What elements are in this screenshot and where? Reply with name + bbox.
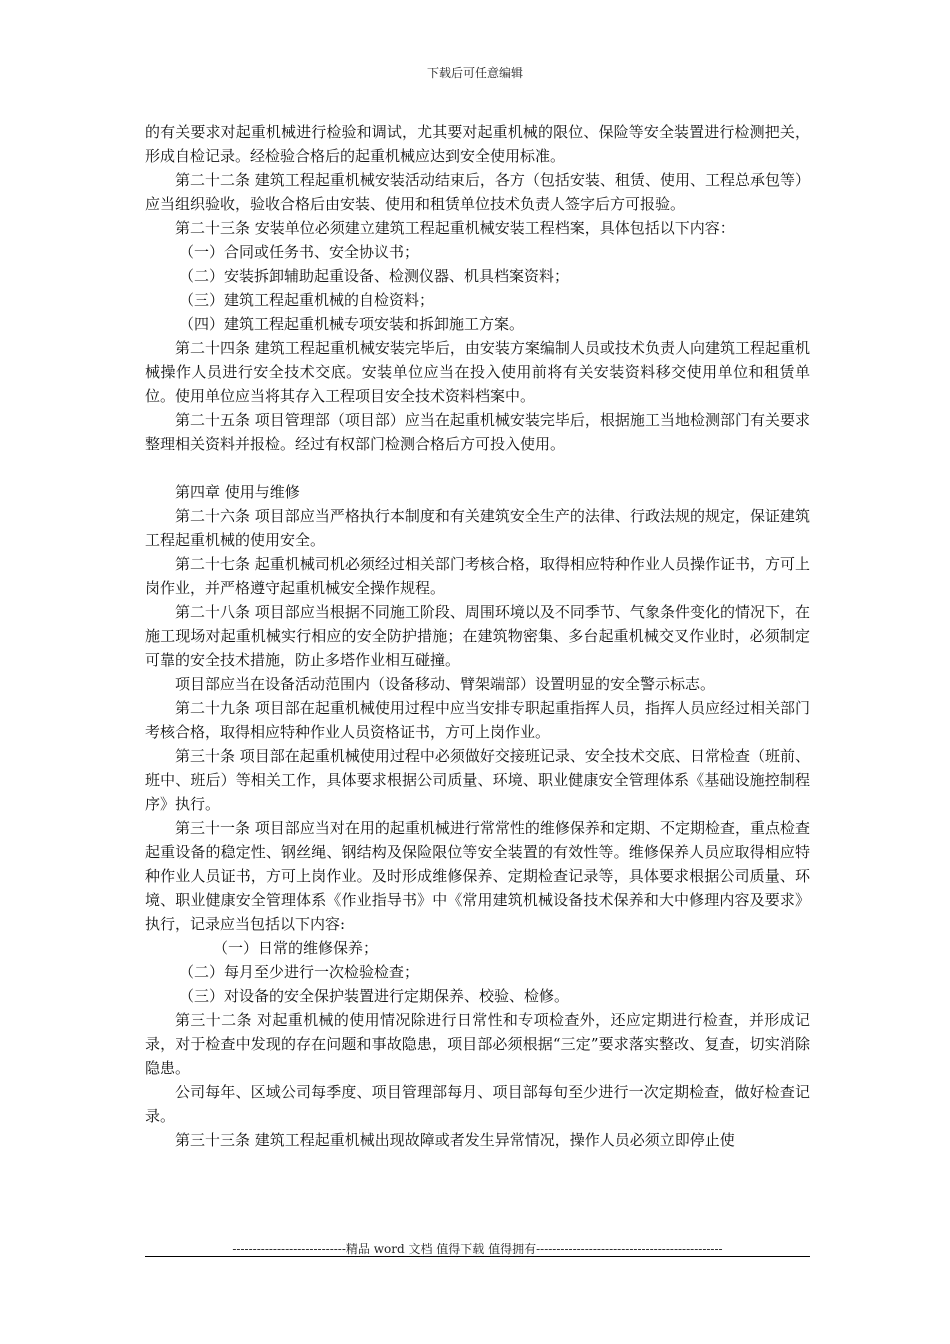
list-item: （四）建筑工程起重机械专项安装和拆卸施工方案。 — [179, 315, 525, 333]
paragraph: 第三十一条 项目部应当对在用的起重机械进行常常性的维修保养和定期、不定期检查，重点检查起重设备的稳定性、钢丝绳、钢结构及保险限位等安全装置的有效性等。维修保养人员应取得相应特种作业人员证书，方可上岗作业。及时形成维修保养、定期检查记录等，具体要求根据公司质量、环境、职业健康安全管理体系《作业指导书》中《常用建筑机械设备技术保养和大中修理内容及要求》执行，记录应当包括以下内容: — [145, 819, 810, 933]
footer-divider — [145, 1256, 810, 1257]
list-item: （三）建筑工程起重机械的自检资料； — [179, 291, 435, 309]
paragraph: 公司每年、区域公司每季度、项目管理部每月、项目部每旬至少进行一次定期检查，做好检查记录。 — [145, 1083, 810, 1125]
paragraph: 第二十六条 项目部应当严格执行本制度和有关建筑安全生产的法律、行政法规的规定，保证建筑工程起重机械的使用安全。 — [145, 507, 810, 549]
paragraph-gap — [145, 456, 810, 480]
paragraph: 项目部应当在设备活动范围内（设备移动、臂架端部）设置明显的安全警示标志。 — [175, 675, 716, 693]
page-header: 下载后可任意编辑 — [426, 66, 523, 80]
list-item: （一）合同或任务书、安全协议书； — [179, 243, 420, 261]
paragraph: 第二十七条 起重机械司机必须经过相关部门考核合格，取得相应特种作业人员操作证书，方可上岗作业，并严格遵守起重机械安全操作规程。 — [145, 555, 810, 597]
list-item: （二）每月至少进行一次检验检查； — [179, 963, 420, 981]
list-item: （一）日常的维修保养； — [213, 939, 379, 957]
document-body — [145, 120, 810, 1152]
list-item: （三）对设备的安全保护装置进行定期保养、校验、检修。 — [179, 987, 570, 1005]
paragraph: 第二十八条 项目部应当根据不同施工阶段、周围环境以及不同季节、气象条件变化的情况下，在施工现场对起重机械实行相应的安全防护措施；在建筑物密集、多台起重机械交叉作业时，必须制定可靠的安全技术措施，防止多塔作业相互碰撞。 — [145, 603, 810, 669]
paragraph: 第二十三条 安装单位必须建立建筑工程起重机械安装工程档案，具体包括以下内容： — [175, 219, 735, 237]
paragraph: 第三十三条 建筑工程起重机械出现故障或者发生异常情况，操作人员必须立即停止使 — [175, 1131, 735, 1149]
paragraph: 第二十二条 建筑工程起重机械安装活动结束后，各方（包括安装、租赁、使用、工程总承包等）应当组织验收，验收合格后由安装、使用和租赁单位技术负责人签字后方可报验。 — [145, 171, 810, 213]
paragraph: 第二十四条 建筑工程起重机械安装完毕后，由安装方案编制人员或技术负责人向建筑工程起重机械操作人员进行安全技术交底。安装单位应当在投入使用前将有关安装资料移交使用单位和租赁单位。使用单位应当将其存入工程项目安全技术资料档案中。 — [145, 339, 810, 405]
paragraph: 的有关要求对起重机械进行检验和调试，尤其要对起重机械的限位、保险等安全装置进行检测把关，形成自检记录。经检验合格后的起重机械应达到安全使用标准。 — [145, 123, 810, 165]
paragraph: 第二十九条 项目部在起重机械使用过程中应当安排专职起重指挥人员，指挥人员应经过相关部门考核合格，取得相应特种作业人员资格证书，方可上岗作业。 — [145, 699, 810, 741]
paragraph: 第三十条 项目部在起重机械使用过程中必须做好交接班记录、安全技术交底、日常检查（班前、班中、班后）等相关工作，具体要求根据公司质量、环境、职业健康安全管理体系《基础设施控制程序》执行。 — [145, 747, 810, 813]
paragraph: 第四章 使用与维修 — [175, 483, 300, 501]
paragraph: 第三十二条 对起重机械的使用情况除进行日常性和专项检查外，还应定期进行检查，并形成记录，对于检查中发现的存在问题和事故隐患，项目部必须根据“三定”要求落实整改、复查，切实消除隐患。 — [145, 1011, 810, 1077]
list-item: （二）安装拆卸辅助起重设备、检测仪器、机具档案资料； — [179, 267, 570, 285]
page-footer: ----------------------------精品 word 文档 值得下载 值得拥有---------------------------------------------- — [232, 1242, 723, 1256]
paragraph: 第二十五条 项目管理部（项目部）应当在起重机械安装完毕后，根据施工当地检测部门有关要求整理相关资料并报检。经过有权部门检测合格后方可投入使用。 — [145, 411, 810, 453]
